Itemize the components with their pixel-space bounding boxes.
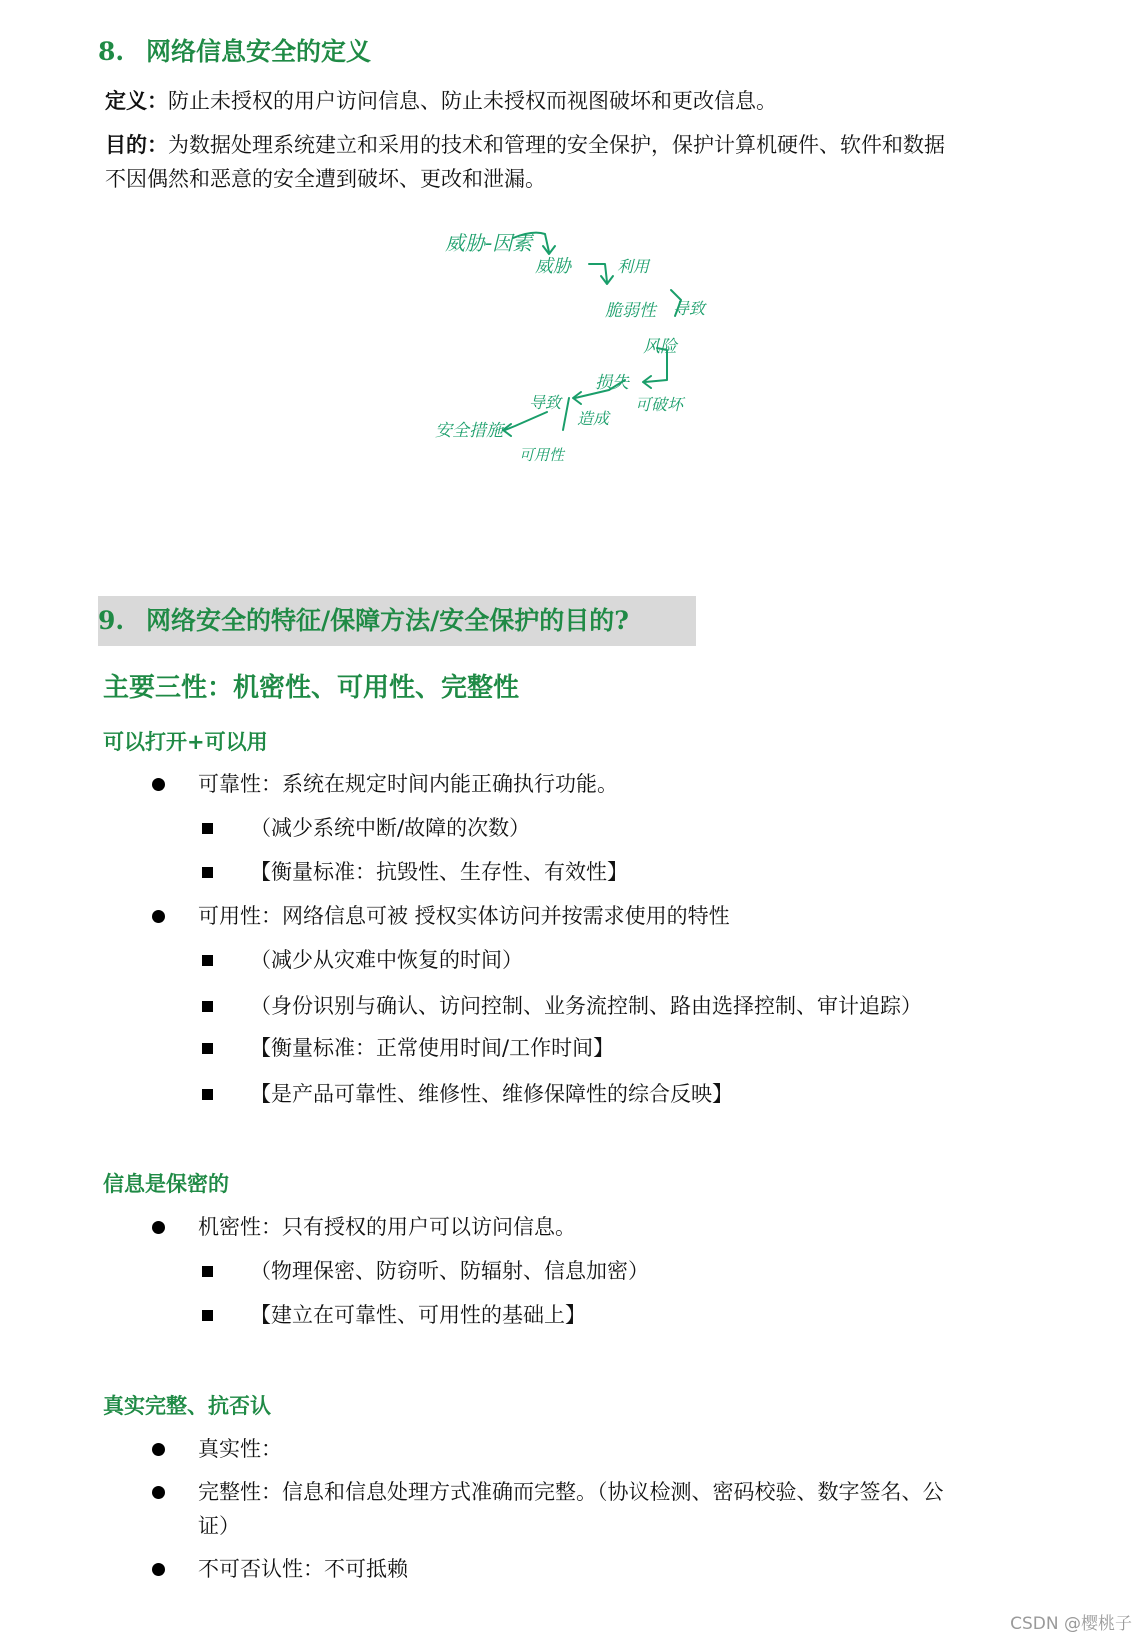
- list-subitem: （物理保密、防窃听、防辐射、信息加密）: [250, 1259, 649, 1283]
- section-number: 8.: [98, 37, 125, 66]
- bullet-square: [202, 823, 213, 834]
- hw-damage: 可破坏: [635, 395, 684, 414]
- list-subitem: 【是产品可靠性、维修性、维修保障性的综合反映】: [250, 1082, 733, 1106]
- hw-threat-factor: 威胁-因素: [445, 231, 533, 255]
- bullet-square: [202, 1266, 213, 1277]
- goal-text-line2: 不因偶然和恶意的安全遭到破坏、更改和泄漏。: [105, 167, 546, 191]
- handwritten-diagram: [435, 230, 725, 490]
- hw-lead-to: 导致: [673, 299, 706, 318]
- bullet-square: [202, 1001, 213, 1012]
- list-item: 不可否认性：不可抵赖: [198, 1557, 408, 1581]
- group-heading-1: 可以打开+可以用: [103, 730, 268, 754]
- hw-risk: 风险: [643, 337, 677, 357]
- bullet-dot: [152, 1486, 165, 1499]
- list-item: 机密性：只有授权的用户可以访问信息。: [198, 1215, 576, 1239]
- list-subitem: （减少系统中断/故障的次数）: [250, 816, 531, 840]
- csdn-watermark: CSDN @樱桃子: [1010, 1614, 1132, 1634]
- bullet-dot: [152, 778, 165, 791]
- list-subitem: 【衡量标准：正常使用时间/工作时间】: [250, 1036, 615, 1060]
- group-heading-3: 真实完整、抗否认: [103, 1394, 271, 1418]
- bullet-square: [202, 1043, 213, 1054]
- list-item: 完整性：信息和信息处理方式准确而完整。（协议检测、密码校验、数字签名、公: [198, 1480, 944, 1504]
- hw-threat: 威胁: [535, 256, 571, 277]
- goal-paragraph: [105, 128, 945, 162]
- section-8-heading: [98, 32, 371, 72]
- bullet-dot: [152, 1563, 165, 1576]
- bullet-square: [202, 955, 213, 966]
- definition-text: 防止未授权的用户访问信息、防止未授权而视图破坏和更改信息。: [168, 89, 777, 113]
- list-item-continuation: 证）: [198, 1514, 240, 1538]
- hw-loss: 损失: [595, 373, 629, 393]
- list-item: 可靠性：系统在规定时间内能正确执行功能。: [198, 772, 618, 796]
- bullet-square: [202, 867, 213, 878]
- bullet-square: [202, 1089, 213, 1100]
- list-subitem: （减少从灾难中恢复的时间）: [250, 948, 523, 972]
- list-item: 真实性：: [198, 1437, 282, 1461]
- goal-label: 目的：: [105, 133, 168, 157]
- definition-label: 定义：: [105, 89, 168, 113]
- section-title: 网络信息安全的定义: [146, 37, 372, 66]
- goal-paragraph-cont: [105, 162, 546, 196]
- hw-vulnerability: 脆弱性: [605, 301, 656, 321]
- bullet-dot: [152, 1443, 165, 1456]
- list-subitem: （身份识别与确认、访问控制、业务流控制、路由选择控制、审计追踪）: [250, 994, 922, 1018]
- bullet-dot: [152, 1221, 165, 1234]
- list-subitem: 【建立在可靠性、可用性的基础上】: [250, 1303, 586, 1327]
- section-number: 9.: [98, 606, 125, 635]
- section-title: 网络安全的特征/保障方法/安全保护的目的?: [146, 606, 629, 635]
- list-item: 可用性：网络信息可被 授权实体访问并按需求使用的特性: [198, 904, 730, 928]
- hw-lead: 导致: [529, 393, 562, 412]
- group-heading-2: 信息是保密的: [103, 1172, 229, 1196]
- definition-paragraph: [105, 84, 777, 118]
- main-three-properties: 主要三性：机密性、可用性、完整性: [103, 673, 520, 703]
- hw-cause: 造成: [577, 409, 610, 428]
- hw-exploit: 利用: [617, 257, 650, 276]
- hw-security-measures: 安全措施: [435, 421, 503, 441]
- list-subitem: 【衡量标准：抗毁性、生存性、有效性】: [250, 860, 628, 884]
- bullet-dot: [152, 910, 165, 923]
- hw-availability: 可用性: [519, 446, 565, 464]
- goal-text-line1: 为数据处理系统建立和采用的技术和管理的安全保护，保护计算机硬件、软件和数据: [168, 133, 945, 157]
- section-9-heading: [98, 601, 629, 641]
- bullet-square: [202, 1310, 213, 1321]
